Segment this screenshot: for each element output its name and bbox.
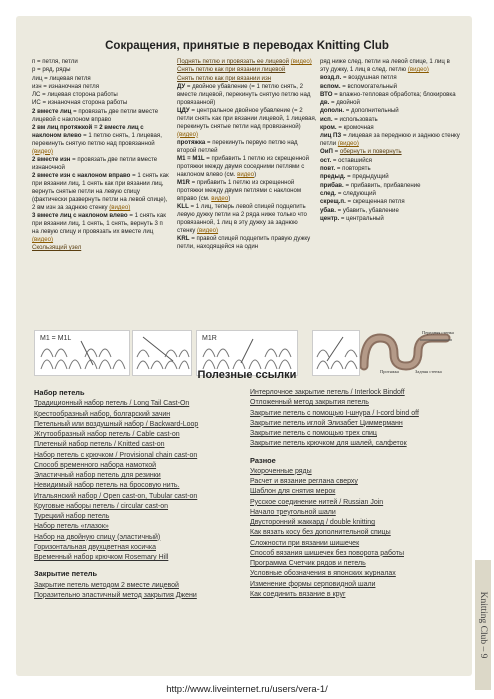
link-item[interactable]: Закрытие петель с помощью I-шнура / I-cord bind off — [250, 409, 419, 417]
abbrev-entry — [32, 108, 170, 124]
abbrev-entry — [320, 165, 460, 173]
link-item[interactable]: Традиционный набор петель / Long Tail Cast-On — [34, 400, 190, 408]
abbrev-link[interactable]: обернуть и повернуть — [339, 148, 402, 156]
abbrev-definition: = оставшийся — [331, 156, 372, 164]
abbrev-definition: = провязать две петли вместе изнаночной — [32, 156, 158, 171]
link-item[interactable]: Отложенный метод закрытия петель — [250, 399, 369, 407]
abbrev-term: ЦДУ — [177, 107, 190, 114]
link-item[interactable]: Условные обозначения в японских журналах — [250, 570, 396, 578]
link-item[interactable]: Закрытие петель с помощью трех спиц — [250, 430, 377, 437]
video-link[interactable]: (видео) — [109, 203, 131, 211]
abbrev-entry — [32, 66, 170, 74]
link-item[interactable]: Начало треугольной шали — [250, 508, 336, 516]
abbrev-definition: = центральное двойное убавление (= 2 петли снять как при вязании лицевой, 1 лицевая, перекинуть снятые петли над провязанной) — [177, 107, 317, 130]
abbrev-entry — [177, 83, 317, 107]
abbrev-entry — [177, 58, 317, 66]
abbrev-definition: = следующий — [336, 189, 376, 197]
abbrev-link[interactable]: Снять петлю как при вязании изн — [177, 74, 272, 82]
abbrev-term: возд.п. — [320, 74, 342, 82]
link-item[interactable]: Русское соединение нитей / Russian Join — [250, 498, 384, 506]
video-link[interactable]: (видео) — [290, 58, 312, 65]
abbrev-definition: = центральный — [339, 214, 384, 222]
abbrev-entry — [320, 157, 460, 165]
abbrev-term: исп. — [320, 115, 333, 123]
abbrev-definition: = кромочная — [336, 123, 374, 131]
video-link[interactable]: (видео) — [32, 147, 54, 155]
link-item[interactable]: Способ вязания шишечек без поворота работы — [250, 549, 404, 557]
abbrev-entry — [32, 83, 170, 91]
abbrev-entry — [320, 107, 460, 115]
abbrev-term: 2 вместе лиц — [32, 107, 72, 115]
abbrev-definition: = 1 лиц, теперь левой спицей подцепить левую дужку петли на 2 ряда ниже только что провязанной, 1 лиц в эту дужку за заднюю стенку — [177, 203, 307, 235]
link-item[interactable]: Набор петель с крючком / Provisional chain cast-on — [34, 451, 198, 459]
abbrev-term: 2 вместе изн с наклоном вправо — [32, 172, 131, 180]
abbrev-definition: = — [332, 148, 340, 156]
abbrev-definition: = прибавить, прибавление — [343, 181, 421, 189]
abbrev-definition: изн = изнаночная петля — [32, 82, 100, 90]
link-item[interactable]: Итальянский набор / Open cast-on, Tubular cast-on — [34, 492, 198, 500]
abbrev-definition: = предыдущий — [345, 173, 389, 181]
link-item[interactable]: Набор петель «глазок» — [34, 523, 109, 531]
abbrev-column-2 — [177, 58, 317, 252]
link-item[interactable]: Петельный или воздушный набор / Backward-Loop — [34, 420, 199, 428]
abbrev-term: ВТО — [320, 90, 333, 98]
abbrev-term: KLL — [177, 203, 189, 211]
link-item[interactable]: Двусторонний жаккард / double knitting — [250, 519, 376, 526]
abbrev-entry — [177, 235, 317, 251]
abbrev-definition: = правой спицей подцепить правую дужку петли, находящейся на один — [177, 235, 311, 251]
video-link[interactable]: (видео) — [197, 227, 219, 235]
diagram-label-front: Передняя стенка — [422, 330, 454, 335]
abbrev-entry — [32, 172, 170, 212]
abbrev-entry — [320, 190, 460, 198]
abbrev-entry — [320, 99, 460, 107]
video-link[interactable]: (видео) — [407, 65, 429, 73]
abbrev-definition: = дополнительный — [344, 107, 399, 115]
video-link[interactable]: (видео) — [177, 130, 199, 138]
abbrev-definition: п = петля, петли — [32, 58, 78, 65]
abbrev-term: протяжка — [177, 139, 206, 147]
abbrev-term: центр. — [320, 214, 340, 222]
link-item[interactable]: Набор на двойную спицу (эластичный) — [34, 533, 161, 541]
abbrev-definition: = 1 снять как при вязании лиц, 1 снять, 1 снять, вернуть 3 п на левую спицу и провязать их вместе лиц — [32, 212, 166, 235]
abbrev-definition: = скрещенная петля — [345, 198, 405, 206]
abbrev-suffix: ) — [228, 195, 231, 203]
loop-anatomy-icon — [360, 330, 456, 374]
link-item[interactable]: Временный набор крючком Rosemary Hill — [34, 554, 169, 561]
link-item[interactable]: Поразительно эластичный метод закрытия Джени — [34, 591, 197, 599]
video-link[interactable]: видео — [237, 171, 255, 179]
section-heading-bind-off: Закрытие петель — [34, 569, 98, 579]
abbrev-term: дополн. — [320, 107, 345, 115]
link-item[interactable]: Эластичный набор петель для резинки — [34, 472, 161, 479]
abbrev-entry — [177, 155, 317, 179]
abbrev-definition: = использовать — [332, 115, 378, 123]
footer-url[interactable]: http://www.liveinternet.ru/users/vera-1/ — [166, 684, 328, 695]
side-page-label: Knitting Club – 9 — [478, 591, 488, 659]
abbrev-term: M1 = M1L — [177, 155, 205, 163]
abbrev-suffix: ) — [254, 171, 257, 179]
abbrev-entry — [32, 212, 170, 244]
diagram-label-bar: Протяжка — [380, 369, 399, 374]
abbrev-entry — [177, 66, 317, 74]
abbrev-column-1 — [32, 58, 170, 252]
side-tab — [475, 560, 491, 690]
abbrev-entry — [320, 58, 460, 74]
link-item[interactable]: Закрытие петель методом 2 вместе лицевой — [34, 581, 179, 589]
abbrev-entry — [32, 124, 170, 156]
abbrev-definition: = лицевая за переднюю и заднюю стенку петли — [320, 132, 460, 148]
abbrev-entry — [320, 124, 460, 132]
abbrev-definition: = вспомогательный — [340, 82, 398, 90]
abbrev-definition: р = ряд, ряды — [32, 66, 71, 74]
link-item[interactable]: Способ временного набора намоткой — [34, 461, 157, 469]
abbrev-entry — [32, 244, 170, 252]
link-item[interactable]: Плетеный набор петель / Knitted cast-on — [34, 441, 165, 449]
video-link[interactable]: (видео) — [32, 235, 54, 243]
abbrev-definition: = 1 петлю снять, 1 лицевая, перекинуть снятую петлю над провязанной — [32, 131, 162, 147]
abbrev-link[interactable]: Поднять петлю и провязать ее лицевой — [177, 58, 290, 65]
abbrev-definition: = повторять — [335, 165, 371, 173]
abbrev-term: след. — [320, 189, 337, 197]
abbrev-entry — [320, 148, 460, 156]
abbrev-entry — [320, 74, 460, 82]
link-item[interactable]: Горизонтальная двухцветная косичка — [34, 543, 157, 551]
link-item[interactable]: Турецкий набор петель — [34, 513, 110, 520]
abbrev-entry — [177, 107, 317, 139]
abbrev-term: убав. — [320, 206, 336, 214]
link-item[interactable]: Круговые наборы петель / circular cast-on — [34, 502, 169, 510]
diagram-label: M1R — [202, 335, 217, 342]
diagram-label: M1 = M1L — [40, 335, 72, 342]
abbrev-definition: = провязать две петли вместе лицевой с наклоном вправо — [32, 107, 159, 123]
abbrev-link[interactable]: Снять петлю как при вязании лицевой — [177, 66, 286, 74]
link-item[interactable]: Изменение формы серповидной шали — [250, 580, 376, 588]
abbrev-entry — [177, 203, 317, 235]
link-item[interactable]: Невидимый набор петель на бросовую нить. — [34, 482, 180, 490]
abbrev-term: повт. — [320, 165, 336, 173]
abbrev-term: 2 вместе изн — [32, 156, 71, 163]
abbrev-column-3 — [320, 58, 460, 223]
links-left-column — [34, 388, 244, 601]
page-title: Сокращения, принятые в переводах Knitting Club — [105, 40, 389, 52]
abbrev-entry — [320, 173, 460, 181]
section-heading-cast-on: Набор петель — [34, 388, 85, 397]
abbrev-definition: лиц = лицевая петля — [32, 74, 91, 82]
abbrev-definition: = двойной — [329, 99, 360, 107]
abbrev-entry — [32, 75, 170, 83]
abbrev-entry — [32, 156, 170, 172]
video-link[interactable]: (видео) — [337, 140, 359, 148]
abbrev-term: предыд. — [320, 173, 346, 181]
diagram-loop-anatomy — [360, 330, 456, 374]
abbrev-entry — [177, 139, 317, 155]
abbrev-definition: = влажно-тепловая обработка; блокировка — [332, 90, 456, 98]
abbrev-definition: ЛС = лицевая сторона работы — [32, 91, 118, 99]
link-item[interactable]: Как вязать косу без дополнительной спицы — [250, 529, 391, 537]
abbrev-entry — [320, 215, 460, 223]
abbrev-entry — [320, 198, 460, 206]
link-item[interactable]: Как соединить вязание в круг — [250, 590, 346, 598]
abbrev-link[interactable]: Скользящий узел — [32, 244, 82, 252]
link-item[interactable]: Закрытие петель крючком для шалей, салфеток — [250, 440, 407, 448]
link-item[interactable]: Закрытие петель иглой Элизабет Циммерманн — [250, 419, 403, 427]
section-heading-misc: Разное — [250, 455, 276, 465]
abbrev-term: ДУ — [177, 82, 186, 90]
abbrev-definition: = прибавить 1 петлю из скрещенной протяжки между двумя соседними петлями с наклоном влево (см. — [177, 155, 309, 179]
abbrev-term: M1R — [177, 179, 190, 187]
link-item[interactable]: Укороченные ряды — [250, 467, 312, 475]
link-item[interactable]: Крестообразный набор, болгарский зачин — [34, 410, 171, 418]
abbrev-term: ост. — [320, 156, 332, 164]
abbrev-definition: = убавить, убавление — [335, 206, 399, 214]
abbrev-entry — [320, 207, 460, 215]
abbrev-entry — [32, 91, 170, 99]
abbrev-term: скрещ.п. — [320, 198, 346, 206]
abbrev-entry — [320, 132, 460, 148]
abbrev-definition: = воздушная петля — [341, 74, 397, 82]
abbrev-entry — [177, 75, 317, 83]
abbrev-entry — [32, 99, 170, 107]
link-item[interactable]: Интерлочное закрытие петель / Interlock Bindoff — [250, 389, 405, 396]
link-item[interactable]: Жгутообразный набор петель / Cable cast-on — [34, 431, 180, 438]
abbrev-definition: ряд ниже след. петли на левой спице, 1 лиц в эту дужку, 1 лиц в след. петлю — [320, 58, 450, 73]
abbrev-definition: = 1 снять как при вязании лиц, 1 снять как при вязании лиц, вернуть снятые петли на левую спицу (фактически развернуть петли на левой спице), 2 вм изн за заднюю стенку — [32, 172, 169, 211]
link-item[interactable]: Шаблон для снятия мерок — [250, 488, 336, 496]
video-link[interactable]: видео — [211, 195, 229, 203]
abbrev-term: лиц ПЗ — [320, 132, 342, 140]
abbrev-definition: = перекинуть первую петлю над второй петлей — [177, 139, 298, 154]
links-title: Полезные ссылки — [197, 369, 297, 381]
abbrev-entry — [320, 116, 460, 124]
abbrev-definition: = двойное убавление (= 1 петлю снять, 2 вместе лицевой, перекинуть снятую петлю над провязанной) — [177, 82, 311, 106]
link-item[interactable]: Расчет и вязание реглана сверху — [250, 478, 358, 485]
abbrev-term: 3 вместе лиц с наклоном влево — [32, 212, 128, 220]
diagram-label-back: Задняя стенка — [415, 369, 442, 374]
links-right-column — [250, 388, 465, 600]
abbrev-term: 2 вм лиц протяжкой = 2 вместе лиц с наклоном влево — [32, 123, 144, 139]
abbrev-definition: = прибавить 1 петлю из скрещенной протяжки между двумя петлями с наклоном вправо (см. — [177, 179, 302, 203]
abbrev-term: дв. — [320, 99, 330, 107]
abbrev-entry — [320, 182, 460, 190]
abbrev-entry — [320, 91, 460, 99]
abbrev-term: прибав. — [320, 181, 344, 189]
link-item[interactable]: Программа Счетчик рядов и петель — [250, 560, 366, 567]
link-item[interactable]: Сложности при вязании шишечек — [250, 539, 360, 547]
abbrev-entry — [320, 83, 460, 91]
abbrev-term: кром. — [320, 123, 337, 131]
abbrev-term: ОиП — [320, 148, 333, 156]
abbrev-entry — [177, 179, 317, 203]
abbrev-definition: ИС = изнаночная сторона работы — [32, 99, 128, 107]
abbrev-entry — [32, 58, 170, 66]
abbrev-term: вспом. — [320, 82, 341, 90]
abbrev-term: KRL — [177, 235, 190, 243]
